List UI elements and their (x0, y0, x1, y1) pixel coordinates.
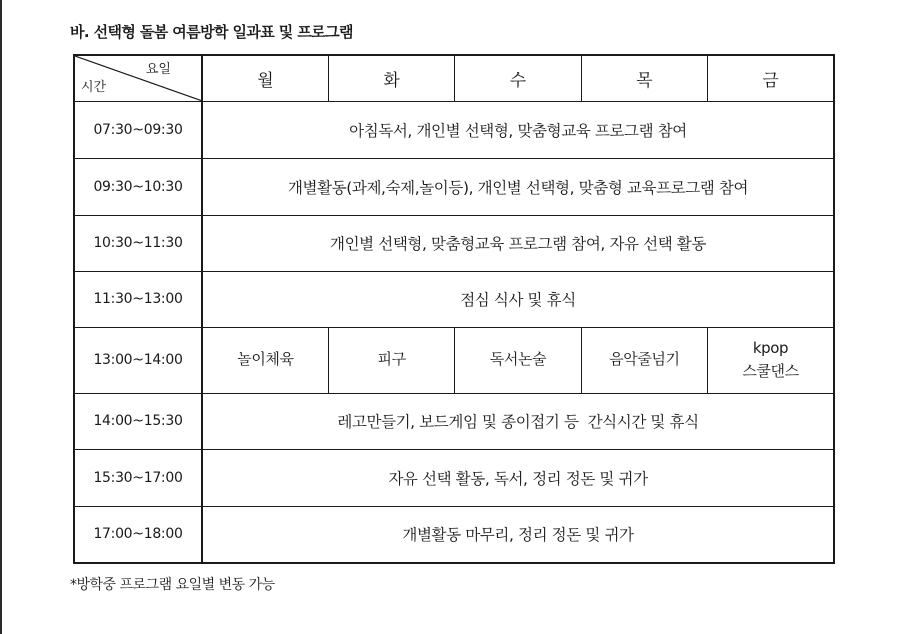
time-cell: 13:00~14:00 (74, 327, 202, 393)
corner-day-label: 요일 (145, 62, 171, 77)
corner-time-label: 시간 (81, 79, 107, 95)
program-cell-mon: 놀이체육 (202, 327, 328, 393)
activity-cell: 아침독서, 개인별 선택형, 맞춤형교육 프로그램 참여 (202, 101, 834, 158)
left-edge-rule (0, 0, 2, 634)
time-cell: 09:30~10:30 (74, 158, 202, 215)
program-cell-wed: 독서논술 (455, 327, 581, 393)
schedule-table (73, 54, 835, 564)
activity-cell: 개인별 선택형, 맞춤형교육 프로그램 참여, 자유 선택 활동 (202, 215, 834, 271)
table-row (74, 449, 834, 506)
program-fri-line1: kpop (752, 338, 789, 357)
table-row (74, 101, 834, 158)
table-row (74, 393, 834, 449)
program-fri-line2: 스쿨댄스 (742, 362, 799, 380)
time-cell: 14:00~15:30 (74, 393, 202, 449)
time-cell: 15:30~17:00 (74, 449, 202, 506)
activity-cell: 개별활동(과제,숙제,놀이등), 개인별 선택형, 맞춤형 교육프로그램 참여 (202, 158, 834, 215)
day-header-thu: 목 (581, 55, 707, 101)
day-header-fri: 금 (708, 55, 834, 101)
page-title: 바. 선택형 돌봄 여름방학 일과표 및 프로그램 (70, 23, 353, 41)
time-cell: 07:30~09:30 (74, 101, 202, 158)
time-cell: 11:30~13:00 (74, 271, 202, 327)
time-cell: 17:00~18:00 (74, 506, 202, 563)
day-header-mon: 월 (202, 55, 328, 101)
time-cell: 10:30~11:30 (74, 215, 202, 271)
corner-header-cell (74, 55, 202, 101)
day-header-tue: 화 (328, 55, 454, 101)
day-header-wed: 수 (455, 55, 581, 101)
activity-cell: 레고만들기, 보드게임 및 종이접기 등 간식시간 및 휴식 (202, 393, 834, 449)
table-row (74, 506, 834, 563)
table-row (74, 158, 834, 215)
activity-cell: 자유 선택 활동, 독서, 정리 정돈 및 귀가 (202, 449, 834, 506)
table-row (74, 215, 834, 271)
table-row-programs (74, 327, 834, 393)
activity-cell: 개별활동 마무리, 정리 정돈 및 귀가 (202, 506, 834, 563)
program-cell-fri (708, 327, 834, 393)
program-cell-tue: 피구 (328, 327, 454, 393)
header-row (74, 55, 834, 101)
table-row (74, 271, 834, 327)
program-cell-thu: 음악줄넘기 (581, 327, 707, 393)
footnote: *방학중 프로그램 요일별 변동 가능 (70, 577, 275, 593)
activity-cell: 점심 식사 및 휴식 (202, 271, 834, 327)
